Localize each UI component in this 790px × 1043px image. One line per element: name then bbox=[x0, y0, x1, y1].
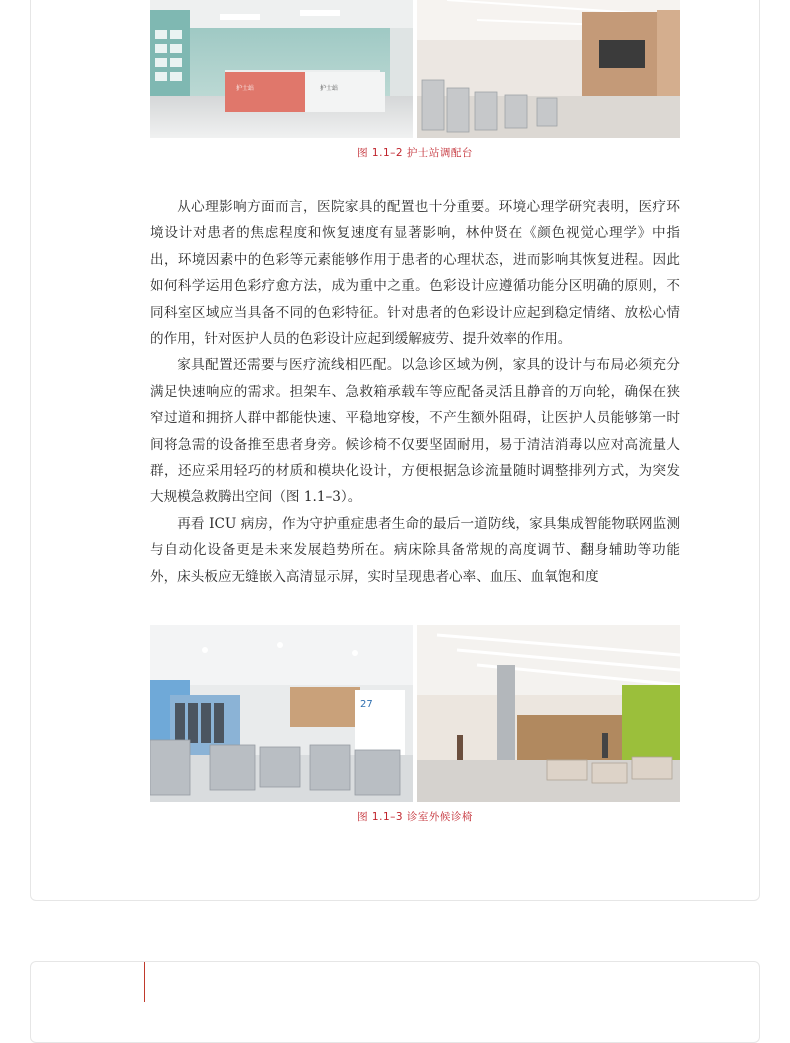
waiting-area-photo-left bbox=[150, 625, 413, 802]
sign-text-right: 护士站 bbox=[320, 85, 339, 92]
waiting-area-photo-right bbox=[417, 625, 680, 802]
figure-caption-1: 图 1.1–2 护士站调配台 bbox=[357, 147, 473, 159]
sign-text-left: 护士站 bbox=[236, 85, 255, 92]
next-page-card bbox=[30, 961, 760, 1043]
paragraph-2: 家具配置还需要与医疗流线相匹配。以急诊区域为例，家具的设计与布局必须充分满足快速响应的需求。担架车、急救箱承载车等应配备灵活且静音的万向轮，确保在狭窄过道和拥挤人群中都能快速、平稳地穿梭，不产生额外阻碍，让医护人员能够第一时间将急需的设备推至患者身旁。候诊椅不仅要坚固耐用，易于清洁消毒以应对高流量人群，还应采用轻巧的材质和模块化设计，方便根据急诊流量随时调整排列方式，为突发大规模急救腾出空间（图 1.1–3）。 bbox=[150, 357, 680, 506]
body-text bbox=[150, 194, 680, 590]
room-number: 27 bbox=[360, 699, 373, 710]
figure-caption-2: 图 1.1–3 诊室外候诊椅 bbox=[357, 811, 473, 823]
nurse-station-photo-right bbox=[417, 0, 680, 138]
red-margin-line bbox=[144, 962, 145, 1002]
nurse-station-photo-left bbox=[150, 0, 413, 138]
paragraph-3: 再看 ICU 病房，作为守护重症患者生命的最后一道防线，家具集成智能物联网监测与自动化设备更是未来发展趋势所在。病床除具备常规的高度调节、翻身辅助等功能外，床头板应无缝嵌入高清显示屏，实时呈现患者心率、血压、血氧饱和度 bbox=[150, 515, 680, 585]
paragraph-1: 从心理影响方面而言，医院家具的配置也十分重要。环境心理学研究表明，医疗环境设计对患者的焦虑程度和恢复速度有显著影响，林仲贤在《颜色视觉心理学》中指出，环境因素中的色彩等元素能够作用于患者的心理状态，进而影响其恢复进程。因此如何科学运用色彩疗愈方法，成为重中之重。色彩设计应遵循功能分区明确的原则，不同科室区域应当具备不同的色彩特征。针对患者的色彩设计应起到稳定情绪、放松心情的作用，针对医护人员的色彩设计应起到缓解疲劳、提升效率的作用。 bbox=[150, 199, 680, 348]
